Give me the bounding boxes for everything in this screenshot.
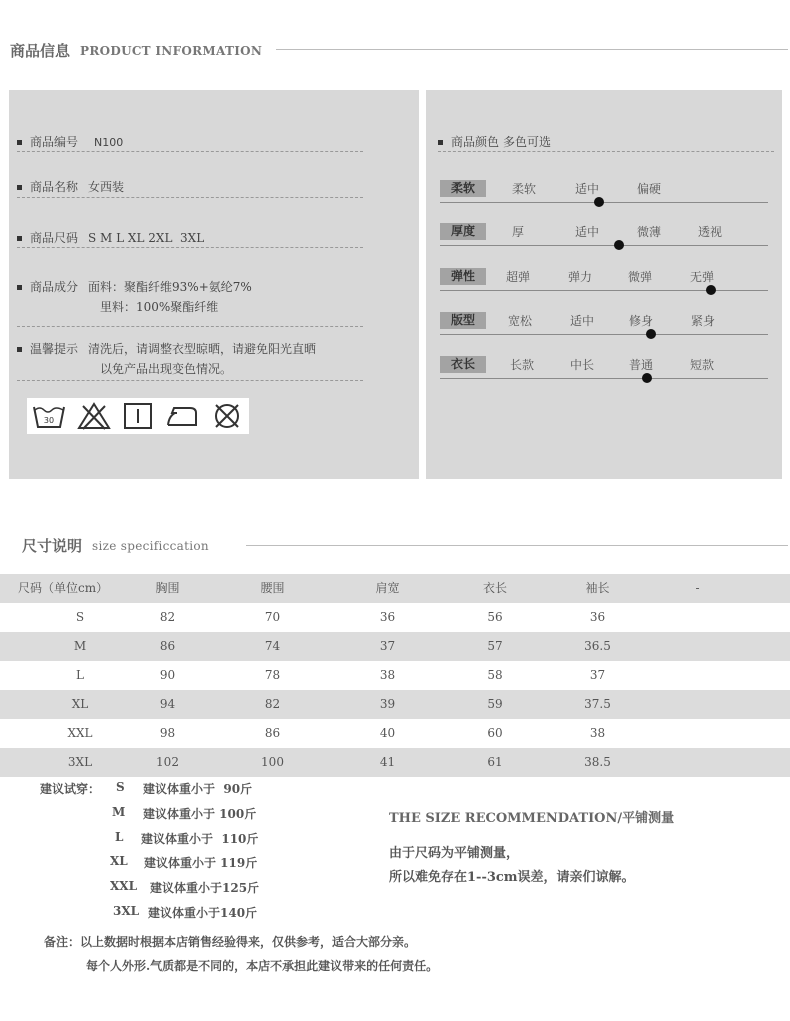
table-cell: 60 (487, 726, 503, 740)
attribute-row (440, 354, 768, 394)
attribute-option: 适中 (575, 182, 600, 196)
table-cell: 82 (264, 697, 281, 711)
table-cell: 86 (264, 726, 281, 740)
table-cell: 102 (156, 755, 179, 769)
table-row (0, 748, 790, 777)
table-cell: 36 (589, 610, 606, 624)
divider (17, 326, 363, 327)
bullet-icon (438, 140, 443, 145)
table-cell: 86 (159, 639, 176, 653)
attribute-selected-dot (614, 240, 624, 250)
attribute-option: 超弹 (506, 270, 531, 284)
table-row (0, 661, 790, 690)
product-info-header (10, 40, 262, 61)
recommend-size: XL (110, 854, 128, 868)
divider (17, 151, 363, 152)
attribute-row (440, 310, 768, 350)
table-cell: 38 (379, 668, 396, 682)
table-cell: 39 (379, 697, 396, 711)
color-row (438, 133, 784, 150)
table-cell: 40 (379, 726, 396, 740)
size-title-en: size specificcation (92, 538, 209, 553)
table-cell: 38.5 (584, 755, 611, 769)
table-cell: 3XL (67, 755, 93, 769)
care-icons (27, 398, 249, 434)
attribute-option: 紧身 (691, 314, 716, 328)
tip-label: 温馨提示 (30, 342, 79, 356)
product-attributes-panel (426, 90, 782, 479)
table-cell: L (76, 668, 84, 682)
material-line1: 面料：聚酯纤维93%+氨纶7% (88, 280, 252, 294)
attribute-option: 普通 (629, 358, 654, 372)
material-line2: 里料：100%聚酯纤维 (100, 300, 219, 314)
size-header-rule (246, 545, 788, 546)
attribute-scale-line (440, 334, 768, 335)
table-cell: 38 (589, 726, 606, 740)
name-value: 女西装 (88, 180, 125, 194)
attribute-option: 弹力 (568, 270, 593, 284)
table-row (0, 690, 790, 719)
attribute-tag: 弹性 (440, 268, 486, 285)
recommend-size: M (112, 805, 126, 819)
no-bleach-icon (77, 401, 111, 431)
table-cell: XL (71, 697, 89, 711)
attribute-option: 厚 (512, 225, 525, 239)
attribute-selected-dot (646, 329, 656, 339)
name-label: 商品名称 (30, 180, 79, 194)
attribute-tag: 厚度 (440, 223, 486, 240)
tip-line1: 清洗后，请调整衣型晾晒，请避免阳光直晒 (88, 342, 317, 356)
remark-line-2: 每个人外形.气质都是不同的，本店不承担此建议带来的任何责任。 (86, 959, 439, 973)
attribute-option: 中长 (570, 358, 595, 372)
table-cell: 59 (487, 697, 503, 711)
info-size-row (17, 229, 363, 246)
divider (17, 380, 363, 381)
info-code-row (17, 133, 363, 150)
info-material-row (17, 278, 363, 295)
tumble-dry-icon (121, 401, 155, 431)
table-header-cell: 袖长 (585, 581, 610, 595)
size-value: S M L XL 2XL 3XL (88, 231, 205, 245)
attribute-scale-line (440, 290, 768, 291)
table-cell: 82 (159, 610, 176, 624)
table-row (0, 603, 790, 632)
recommend-text: 建议体重小于140斤 (148, 906, 258, 920)
material-label: 商品成分 (30, 280, 79, 294)
product-info-panel (9, 90, 419, 479)
divider (438, 151, 774, 152)
attribute-scale-line (440, 202, 768, 203)
attribute-option: 微弹 (628, 270, 653, 284)
table-header-cell: 衣长 (482, 581, 507, 595)
recommend-size: S (116, 780, 125, 794)
table-header-cell: 胸围 (155, 581, 180, 595)
table-header-cell: - (695, 581, 700, 595)
table-header-cell: 肩宽 (375, 581, 400, 595)
table-cell: S (75, 610, 85, 624)
table-cell: 61 (487, 755, 503, 769)
table-header-cell: 尺码（单位cm） (18, 581, 109, 595)
attribute-option: 透视 (698, 225, 723, 239)
header-rule (276, 49, 788, 50)
table-cell: 36.5 (584, 639, 611, 653)
tip-line2: 以免产品出现变色情况。 (100, 362, 233, 376)
attribute-option: 长款 (510, 358, 535, 372)
attribute-row (440, 221, 768, 261)
attribute-row (440, 266, 768, 306)
table-cell: 70 (264, 610, 281, 624)
attribute-option: 偏硬 (637, 182, 662, 196)
remark-line-1: 备注：以上数据时根据本店销售经验得来，仅供参考，适合大部分亲。 (44, 935, 417, 949)
divider (17, 197, 363, 198)
attribute-option: 修身 (629, 314, 654, 328)
code-label: 商品编号 (30, 135, 79, 149)
recommend-title: THE SIZE RECOMMENDATION/平铺测量 (389, 811, 675, 826)
table-row (0, 632, 790, 661)
size-label: 商品尺码 (30, 231, 79, 245)
table-cell: 78 (264, 668, 281, 682)
attribute-option: 柔软 (512, 182, 537, 196)
bullet-icon (17, 185, 22, 190)
section-title-en: PRODUCT INFORMATION (80, 43, 263, 58)
attribute-option: 宽松 (508, 314, 533, 328)
color-value: 多色可选 (503, 135, 552, 149)
table-cell: 90 (159, 668, 176, 682)
section-title-cn: 商品信息 (10, 42, 71, 60)
attribute-selected-dot (706, 285, 716, 295)
attribute-tag: 柔软 (440, 180, 486, 197)
recommend-text: 建议体重小于 100斤 (143, 807, 257, 821)
table-cell: 37 (589, 668, 606, 682)
table-cell: 37.5 (584, 697, 611, 711)
color-label: 商品颜色 (451, 135, 500, 149)
code-value: N100 (94, 136, 124, 149)
recommend-size: L (115, 830, 124, 844)
attribute-option: 适中 (570, 314, 595, 328)
info-name-row (17, 178, 363, 195)
size-section-header (22, 535, 209, 556)
bullet-icon (17, 347, 22, 352)
recommend-note-1: 由于尺码为平铺测量， (389, 846, 520, 861)
table-cell: XXL (67, 726, 93, 740)
table-cell: 36 (379, 610, 396, 624)
table-cell: 56 (487, 610, 503, 624)
attribute-scale-line (440, 245, 768, 246)
info-tip-row (17, 340, 363, 357)
bullet-icon (17, 236, 22, 241)
recommend-note-2: 所以难免存在1--3cm误差，请亲们谅解。 (389, 870, 635, 885)
attribute-row (440, 178, 768, 218)
table-cell: 41 (379, 755, 396, 769)
table-cell: 100 (261, 755, 284, 769)
table-header-cell: 腰围 (260, 581, 285, 595)
table-cell: 94 (159, 697, 176, 711)
attribute-selected-dot (642, 373, 652, 383)
wash-30-icon (32, 401, 66, 431)
attribute-option: 无弹 (690, 270, 715, 284)
iron-icon (165, 401, 199, 431)
attribute-scale-line (440, 378, 768, 379)
recommend-size: XXL (110, 879, 138, 893)
bullet-icon (17, 285, 22, 290)
table-cell: 74 (264, 639, 281, 653)
recommend-size: 3XL (113, 904, 140, 918)
attribute-option: 短款 (690, 358, 715, 372)
recommend-text: 建议体重小于 119斤 (144, 856, 258, 870)
table-cell: 58 (487, 668, 503, 682)
divider (17, 247, 363, 248)
table-cell: 37 (379, 639, 396, 653)
recommend-text: 建议体重小于 110斤 (141, 832, 259, 846)
table-header-row (0, 574, 790, 603)
attribute-option: 适中 (575, 225, 600, 239)
attribute-tag: 衣长 (440, 356, 486, 373)
no-dry-clean-icon (210, 401, 244, 431)
recommend-text: 建议体重小于 90斤 (143, 782, 253, 796)
attribute-option: 微薄 (637, 225, 662, 239)
attribute-selected-dot (594, 197, 604, 207)
table-cell: 98 (159, 726, 176, 740)
table-cell: 57 (487, 639, 503, 653)
bullet-icon (17, 140, 22, 145)
size-title-cn: 尺寸说明 (22, 537, 83, 555)
attribute-tag: 版型 (440, 312, 486, 329)
recommend-text: 建议体重小于125斤 (150, 881, 260, 895)
recommend-label: 建议试穿： (40, 782, 101, 796)
wash-temp: 30 (44, 416, 55, 425)
table-cell: M (73, 639, 87, 653)
table-row (0, 719, 790, 748)
